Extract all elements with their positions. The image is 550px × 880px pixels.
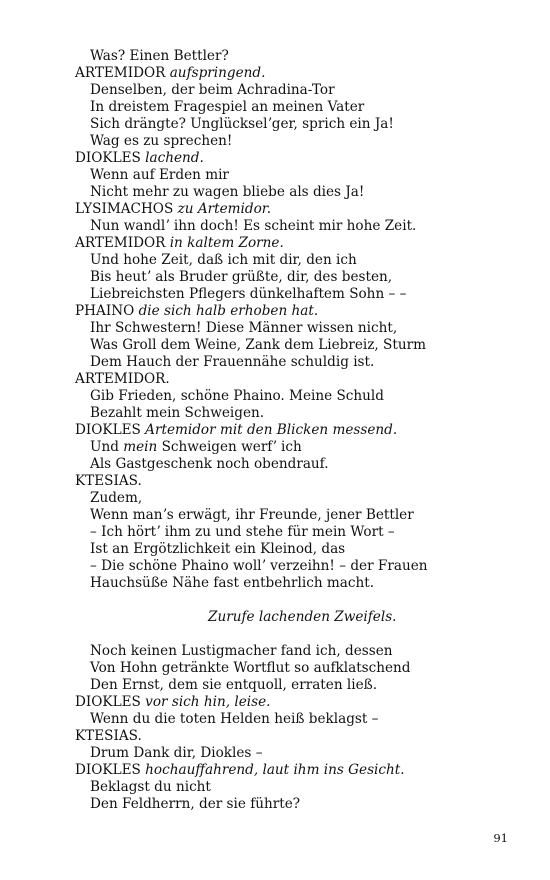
verse-line: Nicht mehr zu wagen bliebe als dies Ja! bbox=[90, 184, 365, 200]
speaker-line bbox=[75, 303, 515, 320]
verse-line: – Die schöne Phaino wollʼ verzeihn! – der Frauen bbox=[90, 558, 428, 574]
speaker-name: ARTEMIDOR. bbox=[75, 371, 170, 387]
verse-line: In dreistem Fragespiel an meinen Vater bbox=[90, 99, 365, 115]
verse-text: Und bbox=[90, 439, 124, 455]
verse-line: Bezahlt mein Schweigen. bbox=[90, 405, 265, 421]
speaker-name: PHAINO bbox=[75, 303, 135, 319]
speaker-line bbox=[75, 235, 515, 252]
speaker-line bbox=[75, 422, 515, 439]
speaker-name: ARTEMIDOR bbox=[75, 235, 166, 251]
centered-stage-direction: Zurufe lachenden Zweifels. bbox=[208, 609, 397, 625]
speaker-line bbox=[75, 694, 515, 711]
verse-line: Und hohe Zeit, daß ich mit dir, den ich bbox=[90, 252, 357, 268]
stage-direction: die sich halb erhoben hat. bbox=[138, 303, 319, 319]
speaker-line bbox=[75, 762, 515, 779]
stage-direction: Artemidor mit den Blicken messend. bbox=[145, 422, 398, 438]
verse-line: Sich drängte? Unglückselʼger, sprich ein Ja! bbox=[90, 116, 394, 132]
verse-line: Den Feldherrn, der sie führte? bbox=[90, 796, 301, 812]
verse-line: Als Gastgeschenk noch obendrauf. bbox=[90, 456, 329, 472]
speaker-name: KTESIAS. bbox=[75, 473, 142, 489]
speaker-name: ARTEMIDOR bbox=[75, 65, 166, 81]
verse-line: Beklagst du nicht bbox=[90, 779, 211, 795]
stage-direction: zu Artemidor. bbox=[177, 201, 272, 217]
blank-line bbox=[75, 626, 515, 643]
verse-line: Drum Dank dir, Diokles – bbox=[90, 745, 263, 761]
speaker-name: KTESIAS. bbox=[75, 728, 142, 744]
verse-line: Wenn auf Erden mir bbox=[90, 167, 229, 183]
verse-line: Liebreichsten Pflegers dünkelhaftem Sohn – – bbox=[90, 286, 407, 302]
verse-text: Schweigen werfʼ ich bbox=[157, 439, 302, 455]
page-number: 91 bbox=[493, 831, 508, 845]
speaker-name: DIOKLES bbox=[75, 422, 141, 438]
play-text bbox=[75, 48, 515, 813]
stage-direction: vor sich hin, leise. bbox=[145, 694, 271, 710]
verse-line: Zudem, bbox=[90, 490, 143, 506]
verse-line: Wag es zu sprechen! bbox=[90, 133, 233, 149]
verse-line: Was Groll dem Weine, Zank dem Liebreiz, Sturm bbox=[90, 337, 426, 353]
stage-direction: in kaltem Zorne. bbox=[169, 235, 284, 251]
blank-line bbox=[75, 592, 515, 609]
verse-line: – Ich hörtʼ ihm zu und stehe für mein Wort – bbox=[90, 524, 395, 540]
verse-line bbox=[75, 439, 515, 456]
verse-line: Ihr Schwestern! Diese Männer wissen nicht, bbox=[90, 320, 398, 336]
stage-direction: hochauffahrend, laut ihm ins Gesicht. bbox=[145, 762, 405, 778]
emphasized-word: mein bbox=[123, 439, 158, 455]
verse-line: Denselben, der beim Achradina-Tor bbox=[90, 82, 335, 98]
verse-line: Von Hohn getränkte Wortflut so aufklatschend bbox=[90, 660, 411, 676]
verse-line: Hauchsüße Nähe fast entbehrlich macht. bbox=[90, 575, 375, 591]
verse-line: Bis heutʼ als Bruder grüßte, dir, des besten, bbox=[90, 269, 393, 285]
verse-line: Was? Einen Bettler? bbox=[90, 48, 229, 64]
speaker-line bbox=[75, 201, 515, 218]
verse-line: Ist an Ergötzlichkeit ein Kleinod, das bbox=[90, 541, 346, 557]
speaker-line bbox=[75, 150, 515, 167]
stage-direction: aufspringend. bbox=[169, 65, 266, 81]
speaker-name: LYSIMACHOS bbox=[75, 201, 174, 217]
stage-direction: lachend. bbox=[145, 150, 204, 166]
speaker-line bbox=[75, 371, 515, 388]
verse-line: Wenn du die toten Helden heiß beklagst – bbox=[90, 711, 379, 727]
speaker-line bbox=[75, 65, 515, 82]
speaker-name: DIOKLES bbox=[75, 150, 141, 166]
speaker-line bbox=[75, 728, 515, 745]
speaker-name: DIOKLES bbox=[75, 694, 141, 710]
verse-line: Dem Hauch der Frauennähe schuldig ist. bbox=[90, 354, 375, 370]
verse-line: Wenn manʼs erwägt, ihr Freunde, jener Bettler bbox=[90, 507, 414, 523]
verse-line: Den Ernst, dem sie entquoll, erraten ließ. bbox=[90, 677, 378, 693]
speaker-line bbox=[75, 473, 515, 490]
verse-line: Nun wandlʼ ihn doch! Es scheint mir hohe Zeit. bbox=[90, 218, 417, 234]
speaker-name: DIOKLES bbox=[75, 762, 141, 778]
verse-line: Gib Frieden, schöne Phaino. Meine Schuld bbox=[90, 388, 384, 404]
verse-line: Noch keinen Lustigmacher fand ich, dessen bbox=[90, 643, 393, 659]
